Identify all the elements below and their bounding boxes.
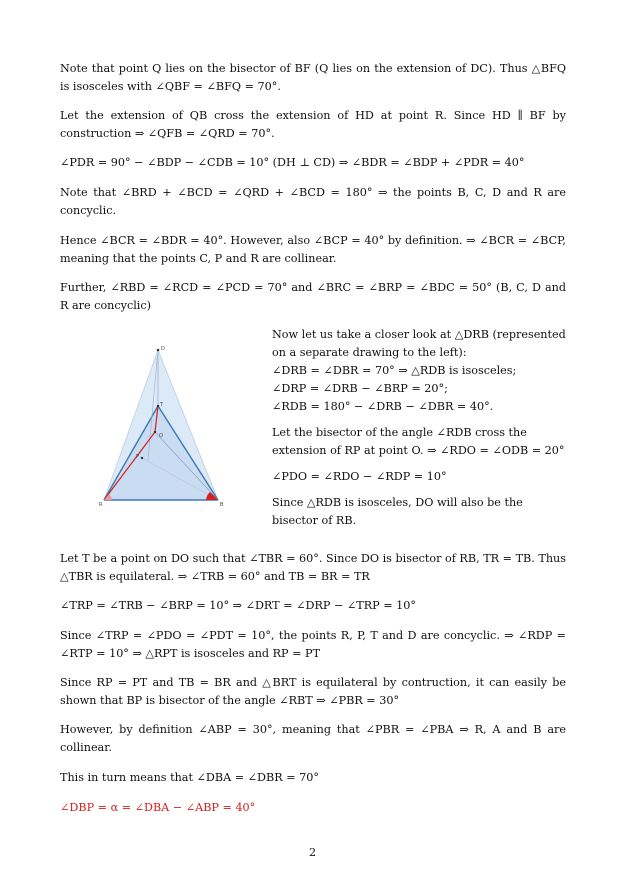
paragraph-bp-bisector: Since RP = PT and TB = BR and △BRT is equilateral by contruction, it can easily be shown that BP is bisector of the angle ∠RBT ⇒ ∠PBR = 30° (60, 676, 566, 707)
paragraph-isosceles-bfq: Note that point Q lies on the bisector of BF (Q lies on the extension of DC). Thus △BFQ is isosceles with ∠QBF = ∠BFQ = 70°. (60, 62, 566, 93)
side-line-drp: ∠DRP = ∠DRB − ∠BRP = 20°; (272, 382, 448, 395)
paragraph-angle-pdr: ∠PDR = 90° − ∠BDP − ∠CDB = 10° (DH ⊥ CD) ⇒ ∠BDR = ∠BDP + ∠PDR = 40° (60, 156, 525, 169)
side-pdo: ∠PDO = ∠RDO − ∠RDP = 10° (272, 470, 447, 483)
label-b: B (220, 502, 224, 507)
conclusion-result: ∠DBP = α = ∠DBA − ∠ABP = 40° (60, 801, 256, 814)
side-intro: Now let us take a closer look at △DRB (represented on a separate drawing to the left): (272, 328, 566, 359)
page-number: 2 (308, 846, 317, 859)
side-line-drb: ∠DRB = ∠DBR = 70° ⇒ △RDB is isosceles; (272, 364, 517, 377)
side-line-rdb: ∠RDB = 180° − ∠DRB − ∠DBR = 40°. (272, 400, 494, 413)
point-t (157, 405, 159, 407)
paragraph-collinear-rab: However, by definition ∠ABP = 30°, meaning that ∠PBR = ∠PBA ⇒ R, A and B are collinear. (60, 723, 566, 754)
label-d: D (161, 346, 165, 352)
label-o: O (159, 433, 163, 439)
label-r: R (99, 502, 103, 507)
side-bisector: Let the bisector of the angle ∠RDB cross the extension of RP at point O. ⇒ ∠RDO = ∠ODB = 20° (272, 426, 565, 457)
paragraph-angle-dba: This in turn means that ∠DBA = ∠DBR = 70° (60, 771, 319, 784)
point-d (157, 349, 160, 352)
point-p (154, 431, 156, 433)
paragraph-concyclic-rptd: Since ∠TRP = ∠PDO = ∠PDT = 10°, the points R, P, T and D are concyclic. ⇒ ∠RDP = ∠RTP = 10° ⇒ △RPT is isosceles and RP = PT (60, 629, 566, 660)
paragraph-collinear-cpr: Hence ∠BCR = ∠BDR = 40°. However, also ∠BCP = 40° by definition. ⇒ ∠BCR = ∠BCP, meaning that the points C, P and R are collinear. (60, 234, 566, 265)
paragraph-angle-trp: ∠TRP = ∠TRB − ∠BRP = 10° ⇒ ∠DRT = ∠DRP − ∠TRP = 10° (60, 599, 416, 612)
triangle-drb-figure (98, 342, 228, 507)
paragraph-concyclic-bcdr: Note that ∠BRD + ∠BCD = ∠QRD + ∠BCD = 180° ⇒ the points B, C, D and R are concyclic. (60, 186, 566, 217)
label-p: P (136, 454, 140, 460)
point-o (141, 457, 143, 459)
side-column (272, 326, 566, 530)
label-t: T (160, 402, 164, 408)
side-since: Since △RDB is isosceles, DO will also be the bisector of RB. (272, 496, 523, 527)
paragraph-angles-rbd-brc: Further, ∠RBD = ∠RCD = ∠PCD = 70° and ∠BRC = ∠BRP = ∠BDC = 50° (B, C, D and R are concyclic) (60, 281, 566, 312)
paragraph-point-t: Let T be a point on DO such that ∠TBR = 60°. Since DO is bisector of RB, TR = TB. Thus △TBR is equilateral. ⇒ ∠TRB = 60° and TB = BR = TR (60, 552, 566, 583)
paragraph-point-r: Let the extension of QB cross the extension of HD at point R. Since HD ∥ BF by construction ⇒ ∠QFB = ∠QRD = 70°. (60, 109, 566, 140)
